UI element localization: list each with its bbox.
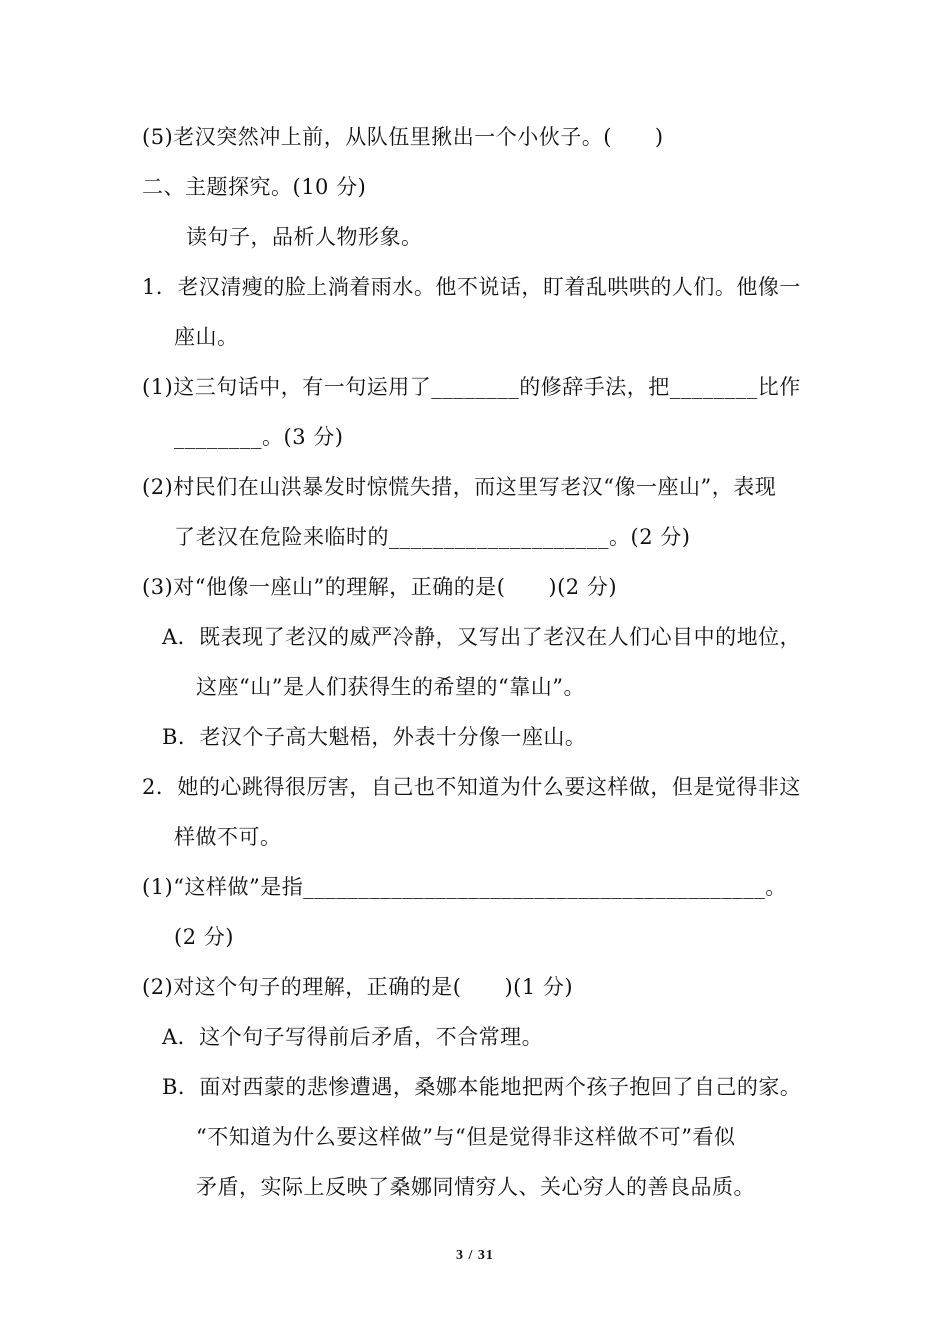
q2-1-line-2: (2 分): [174, 925, 234, 949]
sentence-1-line-2: 座山。: [174, 325, 239, 349]
sentence-2-line-1: 2．她的心跳得很厉害，自己也不知道为什么要这样做，但是觉得非这: [142, 775, 801, 799]
q2-2-option-a-line: A．这个句子写得前后矛盾，不合常理。: [162, 1025, 544, 1049]
q1-2-line-1: (2)村民们在山洪暴发时惊慌失措，而这里写老汉“像一座山”，表现: [142, 475, 777, 499]
q2-2-line: (2)对这个句子的理解，正确的是( )(1 分): [142, 975, 574, 999]
section-two-heading: 二、主题探究。(10 分): [142, 175, 367, 199]
q2-1-line-1: (1)“这样做”是指__________________________________________。: [142, 875, 787, 899]
question-5-line: (5)老汉突然冲上前，从队伍里揪出一个小伙子。( ): [142, 125, 664, 149]
q1-3-line: (3)对“他像一座山”的理解，正确的是( )(2 分): [142, 575, 618, 599]
instruction-line: 读句子，品析人物形象。: [186, 225, 423, 249]
q2-2-option-b-line-2: “不知道为什么要这样做”与“但是觉得非这样做不可”看似: [196, 1125, 736, 1149]
sentence-2-line-2: 样做不可。: [174, 825, 282, 849]
sentence-1-line-1: 1．老汉清瘦的脸上淌着雨水。他不说话，盯着乱哄哄的人们。他像一: [142, 275, 801, 299]
q1-3-option-b-line: B．老汉个子高大魁梧，外表十分像一座山。: [162, 725, 587, 749]
page-number: 3 / 31: [456, 1248, 494, 1263]
q2-2-option-b-line-3: 矛盾，实际上反映了桑娜同情穷人、关心穷人的善良品质。: [196, 1175, 755, 1199]
q1-1-line-2: ________。(3 分): [174, 425, 344, 449]
q1-1-line-1: (1)这三句话中，有一句运用了________的修辞手法，把________比作: [142, 375, 801, 399]
q1-3-option-a-line-2: 这座“山”是人们获得生的希望的“靠山”。: [196, 675, 585, 699]
q1-3-option-a-line-1: A．既表现了老汉的威严冷静，又写出了老汉在人们心目中的地位，: [162, 625, 802, 649]
q2-2-option-b-line-1: B．面对西蒙的悲惨遭遇，桑娜本能地把两个孩子抱回了自己的家。: [162, 1075, 802, 1099]
q1-2-line-2: 了老汉在危险来临时的____________________。(2 分): [174, 525, 691, 549]
